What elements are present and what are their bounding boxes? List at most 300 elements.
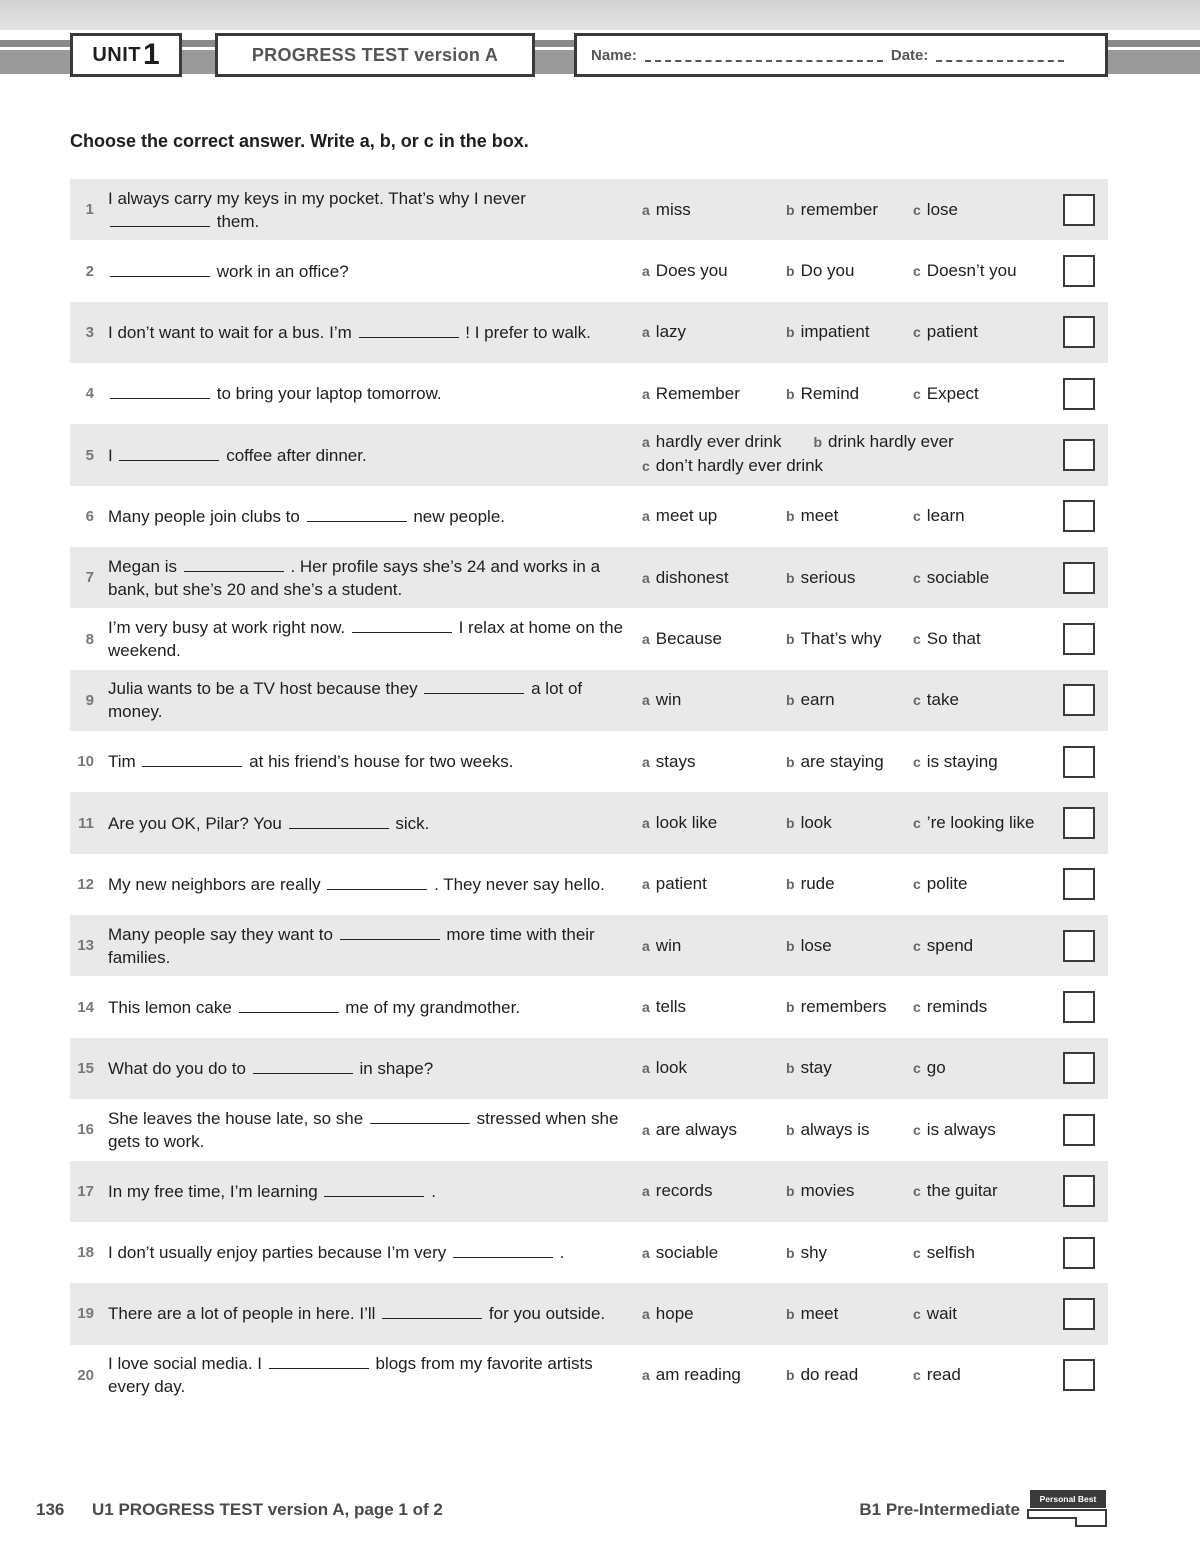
question-text-after: a lot of money. bbox=[108, 679, 583, 722]
option-letter-a: a bbox=[642, 385, 650, 402]
answer-blank bbox=[382, 1317, 482, 1319]
option-a bbox=[642, 1304, 694, 1324]
option-a bbox=[642, 261, 728, 281]
option-letter-c: c bbox=[913, 631, 921, 648]
name-label: Name: bbox=[591, 46, 637, 64]
question-row bbox=[70, 976, 1108, 1037]
option-a bbox=[642, 1243, 718, 1263]
question-text bbox=[108, 1302, 628, 1325]
option-b bbox=[786, 1120, 870, 1140]
question-text-after: me of my grandmother. bbox=[345, 997, 521, 1017]
option-text-c: polite bbox=[926, 874, 968, 894]
option-letter-b: b bbox=[786, 1121, 795, 1138]
question-text bbox=[108, 1107, 628, 1153]
question-text-before: I always carry my keys in my pocket. That’s why I never bbox=[108, 188, 526, 208]
option-letter-a: a bbox=[642, 937, 650, 954]
option-c bbox=[913, 629, 981, 649]
date-field[interactable] bbox=[936, 48, 1064, 62]
option-text-c: wait bbox=[926, 1303, 958, 1323]
option-a bbox=[642, 1181, 712, 1201]
option-c bbox=[913, 752, 998, 772]
option-letter-c: c bbox=[913, 201, 921, 218]
question-row bbox=[70, 608, 1108, 669]
question-text bbox=[108, 1352, 628, 1398]
option-text-a: stays bbox=[655, 751, 696, 771]
question-row bbox=[70, 854, 1108, 915]
option-a bbox=[642, 430, 781, 454]
option-text-b: earn bbox=[800, 690, 835, 710]
option-text-a: meet up bbox=[655, 506, 718, 526]
option-b bbox=[786, 997, 887, 1017]
option-text-a: are always bbox=[655, 1119, 738, 1139]
option-text-b: drink hardly ever bbox=[828, 432, 954, 452]
answer-box[interactable] bbox=[1063, 684, 1095, 716]
option-c bbox=[642, 454, 823, 478]
answer-blank bbox=[370, 1122, 470, 1124]
option-letter-a: a bbox=[642, 876, 650, 893]
option-text-b: look bbox=[800, 813, 832, 833]
option-text-a: miss bbox=[655, 199, 691, 219]
question-text-before: Many people join clubs to bbox=[108, 506, 300, 526]
question-text-after: at his friend’s house for two weeks. bbox=[249, 752, 514, 772]
question-text-before: My new neighbors are really bbox=[108, 874, 321, 894]
option-c bbox=[913, 1243, 975, 1263]
page-number: 136 bbox=[36, 1500, 65, 1519]
option-text-b: impatient bbox=[800, 322, 870, 342]
question-text-before: I don’t want to wait for a bus. I’m bbox=[108, 322, 352, 342]
option-b bbox=[786, 1243, 827, 1263]
question-number: 14 bbox=[77, 998, 94, 1016]
option-text-c: don’t hardly ever drink bbox=[655, 456, 824, 476]
option-b bbox=[786, 936, 832, 956]
option-letter-c: c bbox=[913, 999, 921, 1016]
option-text-a: win bbox=[655, 935, 682, 955]
answer-box[interactable] bbox=[1063, 255, 1095, 287]
question-text-before: There are a lot of people in here. I’ll bbox=[108, 1304, 376, 1324]
option-a bbox=[642, 813, 717, 833]
answer-box[interactable] bbox=[1063, 562, 1095, 594]
option-text-b: Do you bbox=[800, 261, 855, 281]
option-a bbox=[642, 936, 681, 956]
option-letter-c: c bbox=[913, 815, 921, 832]
option-letter-c: c bbox=[913, 753, 921, 770]
option-letter-b: b bbox=[786, 692, 795, 709]
question-row bbox=[70, 915, 1108, 976]
option-letter-b: b bbox=[786, 263, 795, 280]
question-number: 9 bbox=[85, 691, 94, 709]
unit-number: 1 bbox=[142, 38, 160, 71]
option-letter-a: a bbox=[642, 569, 650, 586]
option-text-c: read bbox=[926, 1365, 961, 1385]
question-text-after: to bring your laptop tomorrow. bbox=[216, 384, 442, 404]
answer-blank bbox=[184, 570, 284, 572]
option-a bbox=[642, 384, 740, 404]
option-letter-b: b bbox=[786, 1367, 795, 1384]
option-b bbox=[786, 1058, 832, 1078]
option-letter-a: a bbox=[642, 1367, 650, 1384]
question-text-before: Are you OK, Pilar? You bbox=[108, 813, 282, 833]
option-text-a: dishonest bbox=[655, 567, 729, 587]
option-letter-b: b bbox=[813, 434, 823, 451]
option-text-a: look bbox=[655, 1058, 687, 1078]
option-text-b: do read bbox=[800, 1365, 859, 1385]
question-text-after: I relax at home on the weekend. bbox=[108, 618, 624, 661]
option-text-c: selfish bbox=[926, 1242, 975, 1262]
option-letter-b: b bbox=[786, 385, 795, 402]
question-number: 1 bbox=[85, 201, 94, 219]
option-letter-c: c bbox=[913, 1121, 921, 1138]
option-letter-b: b bbox=[786, 753, 795, 770]
option-letter-b: b bbox=[786, 1183, 795, 1200]
question-text-after: blogs from my favorite artists every day. bbox=[108, 1354, 593, 1397]
option-b bbox=[786, 752, 884, 772]
option-text-a: Because bbox=[655, 629, 722, 649]
option-text-c: Expect bbox=[926, 383, 979, 403]
option-letter-a: a bbox=[642, 1244, 650, 1261]
question-text-before: Tim bbox=[108, 752, 136, 772]
option-letter-c: c bbox=[913, 324, 921, 341]
question-list bbox=[70, 179, 1108, 1406]
option-text-b: remembers bbox=[800, 997, 887, 1017]
option-letter-a: a bbox=[642, 1183, 650, 1200]
option-letter-a: a bbox=[642, 434, 650, 451]
option-letter-c: c bbox=[913, 937, 921, 954]
question-number: 7 bbox=[85, 569, 94, 587]
option-text-b: rude bbox=[800, 874, 835, 894]
option-group bbox=[642, 430, 986, 478]
option-letter-a: a bbox=[642, 201, 650, 218]
option-letter-a: a bbox=[642, 1305, 650, 1322]
option-b bbox=[786, 261, 854, 281]
option-letter-c: c bbox=[913, 1244, 921, 1261]
option-text-b: always is bbox=[800, 1119, 870, 1139]
question-text bbox=[108, 996, 628, 1019]
question-text-before: In my free time, I’m learning bbox=[108, 1181, 318, 1201]
answer-box[interactable] bbox=[1063, 868, 1095, 900]
option-letter-c: c bbox=[913, 1183, 921, 1200]
date-label: Date: bbox=[890, 46, 929, 64]
option-b bbox=[786, 322, 870, 342]
option-text-a: hope bbox=[655, 1303, 694, 1323]
option-text-c: sociable bbox=[926, 567, 990, 587]
answer-box[interactable] bbox=[1063, 1237, 1095, 1269]
option-text-b: meet bbox=[800, 506, 839, 526]
option-b bbox=[786, 1181, 854, 1201]
option-letter-a: a bbox=[642, 815, 650, 832]
option-c bbox=[913, 936, 973, 956]
option-c bbox=[913, 568, 989, 588]
option-letter-c: c bbox=[913, 692, 921, 709]
question-text-before: Many people say they want to bbox=[108, 924, 333, 944]
answer-blank bbox=[327, 888, 427, 890]
option-text-c: ’re looking like bbox=[926, 813, 1035, 833]
answer-blank bbox=[307, 520, 407, 522]
question-text-after: them. bbox=[216, 211, 260, 231]
option-letter-b: b bbox=[786, 201, 795, 218]
option-c bbox=[913, 384, 979, 404]
question-number: 8 bbox=[85, 630, 94, 648]
option-text-c: reminds bbox=[926, 997, 988, 1017]
option-letter-a: a bbox=[642, 1121, 650, 1138]
question-number: 3 bbox=[85, 323, 94, 341]
option-c bbox=[913, 690, 959, 710]
question-number: 12 bbox=[77, 875, 94, 893]
question-number: 15 bbox=[77, 1059, 94, 1077]
question-number: 11 bbox=[78, 814, 94, 832]
option-a bbox=[642, 322, 686, 342]
question-text-after: . bbox=[431, 1181, 436, 1201]
option-text-c: is staying bbox=[926, 751, 998, 771]
answer-box[interactable] bbox=[1063, 500, 1095, 532]
question-text-after: new people. bbox=[413, 506, 505, 526]
question-text-after: ! I prefer to walk. bbox=[465, 322, 591, 342]
question-text bbox=[108, 812, 628, 835]
option-a bbox=[642, 200, 691, 220]
option-c bbox=[913, 1120, 996, 1140]
option-text-b: serious bbox=[800, 567, 856, 587]
option-letter-b: b bbox=[786, 631, 795, 648]
question-text-after: . They never say hello. bbox=[434, 874, 605, 894]
question-text bbox=[108, 616, 628, 662]
option-text-b: movies bbox=[800, 1181, 855, 1201]
question-number: 6 bbox=[85, 507, 94, 525]
question-text bbox=[108, 505, 628, 528]
answer-box[interactable] bbox=[1063, 194, 1095, 226]
option-text-c: take bbox=[926, 690, 959, 710]
answer-box[interactable] bbox=[1063, 1298, 1095, 1330]
answer-blank bbox=[453, 1256, 553, 1258]
question-text bbox=[108, 677, 628, 723]
question-number: 2 bbox=[85, 262, 94, 280]
option-text-a: am reading bbox=[655, 1365, 741, 1385]
option-letter-c: c bbox=[913, 876, 921, 893]
option-letter-c: c bbox=[913, 508, 921, 525]
option-letter-a: a bbox=[642, 263, 650, 280]
option-letter-b: b bbox=[786, 324, 795, 341]
question-row bbox=[70, 424, 1108, 485]
answer-blank bbox=[269, 1367, 369, 1369]
question-number: 16 bbox=[77, 1121, 94, 1139]
option-text-a: look like bbox=[655, 813, 718, 833]
question-row bbox=[70, 1099, 1108, 1160]
question-text-before: This lemon cake bbox=[108, 997, 232, 1017]
answer-blank bbox=[253, 1072, 353, 1074]
question-text-after: coffee after dinner. bbox=[226, 445, 367, 465]
option-a bbox=[642, 874, 707, 894]
option-c bbox=[913, 1181, 998, 1201]
option-b bbox=[786, 629, 882, 649]
name-date-box bbox=[574, 33, 1108, 77]
option-letter-c: c bbox=[913, 385, 921, 402]
option-letter-b: b bbox=[786, 1244, 795, 1261]
option-letter-b: b bbox=[786, 508, 795, 525]
option-a bbox=[642, 629, 722, 649]
question-text-after: . bbox=[559, 1243, 565, 1263]
question-text-after: for you outside. bbox=[488, 1304, 606, 1324]
option-text-b: stay bbox=[800, 1058, 832, 1078]
option-letter-c: c bbox=[913, 1305, 921, 1322]
name-field[interactable] bbox=[645, 48, 883, 62]
option-letter-b: b bbox=[786, 815, 795, 832]
question-text-before: I love social media. I bbox=[108, 1354, 263, 1374]
option-letter-a: a bbox=[642, 999, 650, 1016]
question-row bbox=[70, 547, 1108, 608]
option-b bbox=[813, 430, 953, 454]
answer-box[interactable] bbox=[1063, 746, 1095, 778]
question-row bbox=[70, 792, 1108, 853]
answer-box[interactable] bbox=[1063, 1175, 1095, 1207]
option-c bbox=[913, 874, 967, 894]
option-c bbox=[913, 813, 1035, 833]
option-a bbox=[642, 568, 729, 588]
question-number: 4 bbox=[85, 385, 94, 403]
option-c bbox=[913, 506, 965, 526]
question-row bbox=[70, 1283, 1108, 1344]
option-b bbox=[786, 1304, 838, 1324]
answer-box[interactable] bbox=[1063, 378, 1095, 410]
answer-box[interactable] bbox=[1063, 316, 1095, 348]
option-letter-b: b bbox=[786, 569, 795, 586]
option-letter-c: c bbox=[913, 1060, 921, 1077]
footer bbox=[36, 1494, 1108, 1528]
option-text-a: patient bbox=[655, 874, 707, 894]
question-text-after: . Her profile says she’s 24 and works in a bank, but she’s 20 and she’s a student. bbox=[108, 556, 601, 599]
option-letter-a: a bbox=[642, 631, 650, 648]
option-letter-a: a bbox=[642, 1060, 650, 1077]
question-text bbox=[108, 873, 628, 896]
level-label: B1 Pre-Intermediate bbox=[859, 1500, 1020, 1519]
answer-blank bbox=[324, 1195, 424, 1197]
answer-box[interactable] bbox=[1063, 807, 1095, 839]
option-letter-b: b bbox=[786, 1305, 795, 1322]
question-text-before: What do you do to bbox=[108, 1058, 246, 1078]
option-letter-b: b bbox=[786, 937, 795, 954]
option-letter-c: c bbox=[913, 263, 921, 280]
question-text-after: stressed when she gets to work. bbox=[108, 1108, 619, 1151]
option-text-b: remember bbox=[800, 199, 879, 219]
option-letter-a: a bbox=[642, 753, 650, 770]
option-b bbox=[786, 200, 878, 220]
answer-blank bbox=[359, 336, 459, 338]
option-text-a: records bbox=[655, 1181, 713, 1201]
question-number: 18 bbox=[77, 1244, 94, 1262]
option-a bbox=[642, 1120, 737, 1140]
option-c bbox=[913, 261, 1017, 281]
answer-box[interactable] bbox=[1063, 439, 1095, 471]
option-c bbox=[913, 322, 978, 342]
answer-blank bbox=[239, 1011, 339, 1013]
option-text-b: lose bbox=[800, 935, 832, 955]
option-text-c: learn bbox=[926, 506, 965, 526]
question-row bbox=[70, 302, 1108, 363]
option-text-b: That’s why bbox=[800, 629, 882, 649]
question-text-before: I don’t usually enjoy parties because I’m very bbox=[108, 1243, 447, 1263]
question-text-after: work in an office? bbox=[216, 261, 349, 281]
option-a bbox=[642, 690, 681, 710]
answer-box[interactable] bbox=[1063, 991, 1095, 1023]
answer-box[interactable] bbox=[1063, 623, 1095, 655]
option-letter-c: c bbox=[913, 1367, 921, 1384]
question-text-before: Megan is bbox=[108, 556, 177, 576]
option-text-c: Doesn’t you bbox=[926, 261, 1017, 281]
question-text bbox=[108, 750, 628, 773]
answer-box[interactable] bbox=[1063, 1359, 1095, 1391]
option-text-b: are staying bbox=[800, 751, 884, 771]
question-number: 19 bbox=[77, 1305, 94, 1323]
question-text-after: sick. bbox=[395, 813, 430, 833]
option-text-a: Remember bbox=[655, 383, 740, 403]
option-text-a: sociable bbox=[655, 1242, 719, 1262]
option-text-c: So that bbox=[926, 629, 981, 649]
answer-box[interactable] bbox=[1063, 1114, 1095, 1146]
unit-label: UNIT bbox=[92, 43, 141, 66]
question-text bbox=[108, 923, 628, 969]
option-letter-b: b bbox=[786, 876, 795, 893]
option-text-a: lazy bbox=[655, 322, 687, 342]
question-number: 10 bbox=[77, 753, 94, 771]
option-letter-a: a bbox=[642, 508, 650, 525]
question-number: 17 bbox=[77, 1182, 94, 1200]
option-b bbox=[786, 813, 832, 833]
option-c bbox=[913, 200, 958, 220]
option-b bbox=[786, 568, 855, 588]
question-text bbox=[108, 382, 628, 405]
option-text-b: meet bbox=[800, 1303, 839, 1323]
question-text-before: I bbox=[108, 445, 113, 465]
answer-blank bbox=[119, 459, 219, 461]
question-text bbox=[108, 444, 628, 467]
option-a bbox=[642, 1365, 741, 1385]
answer-blank bbox=[340, 938, 440, 940]
answer-blank bbox=[110, 275, 210, 277]
option-text-c: lose bbox=[926, 199, 958, 219]
option-letter-a: a bbox=[642, 324, 650, 341]
option-letter-b: b bbox=[786, 999, 795, 1016]
answer-box[interactable] bbox=[1063, 930, 1095, 962]
option-text-c: go bbox=[926, 1058, 946, 1078]
question-text bbox=[108, 1180, 628, 1203]
option-c bbox=[913, 1304, 957, 1324]
question-text bbox=[108, 260, 628, 283]
answer-blank bbox=[289, 827, 389, 829]
question-number: 13 bbox=[77, 937, 94, 955]
option-text-b: shy bbox=[800, 1242, 828, 1262]
option-text-c: the guitar bbox=[926, 1181, 998, 1201]
question-text bbox=[108, 1241, 628, 1264]
test-title: PROGRESS TEST version A bbox=[251, 44, 499, 65]
answer-blank bbox=[424, 692, 524, 694]
option-text-c: is always bbox=[926, 1119, 996, 1139]
question-text bbox=[108, 321, 628, 344]
option-b bbox=[786, 690, 835, 710]
test-title-box bbox=[215, 33, 535, 77]
option-b bbox=[786, 874, 835, 894]
option-a bbox=[642, 506, 717, 526]
answer-box[interactable] bbox=[1063, 1052, 1095, 1084]
option-text-c: patient bbox=[926, 322, 978, 342]
personal-best-logo bbox=[1026, 1488, 1108, 1528]
question-text-after: in shape? bbox=[359, 1058, 434, 1078]
footer-title: U1 PROGRESS TEST version A, page 1 of 2 bbox=[92, 1500, 443, 1519]
option-b bbox=[786, 384, 859, 404]
option-text-b: Remind bbox=[800, 383, 860, 403]
question-text bbox=[108, 1057, 628, 1080]
option-b bbox=[786, 1365, 858, 1385]
top-band bbox=[0, 0, 1200, 30]
option-c bbox=[913, 1365, 961, 1385]
question-row bbox=[70, 1345, 1108, 1406]
question-text-before: I’m very busy at work right now. bbox=[108, 618, 346, 638]
